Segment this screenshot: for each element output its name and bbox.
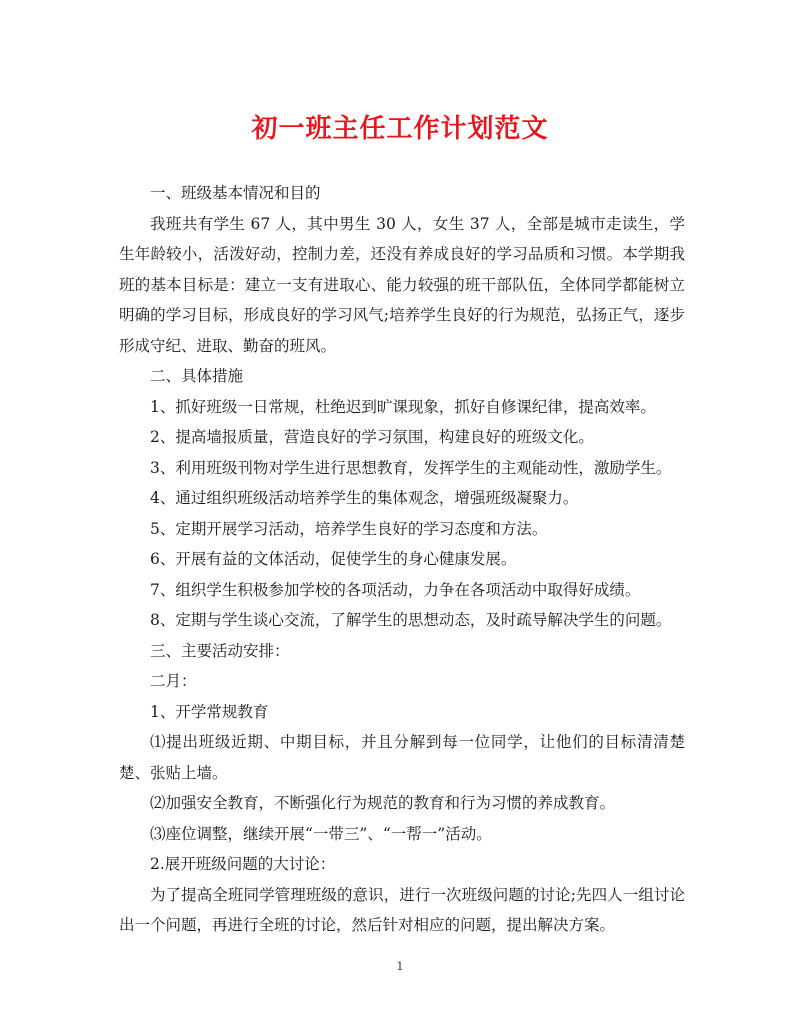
section-heading: 二、具体措施 (150, 367, 244, 385)
paragraph: 我班共有学生 67 人，其中男生 30 人，女生 37 人，全部是城市走读生，学生年龄较小，活泼好动，控制力差，还没有养成良好的学习品质和习惯。本学期我班的基本目标是：建立一支有进取心、能力较强的班干部队伍，全体同学都能树立明确的学习目标，形成良好的学习风气;培养学生良好的行为规范，弘扬正气，逐步形成守纪、进取、勤奋的班风。 (119, 214, 685, 355)
month-heading: 二月： (150, 672, 197, 690)
list-item: 2、提高墙报质量，营造良好的学习氛围，构建良好的班级文化。 (150, 428, 594, 446)
list-item: 8、定期与学生谈心交流，了解学生的思想动态，及时疏导解决学生的问题。 (150, 611, 672, 629)
page-number: 1 (396, 960, 404, 973)
sub-list-item: ⑵加强安全教育，不断强化行为规范的教育和行为习惯的养成教育。 (150, 794, 616, 812)
list-item: 1、抓好班级一日常规，杜绝迟到旷课现象，抓好自修课纪律，提高效率。 (150, 397, 656, 416)
sub-list-item: ⑴提出班级近期、中期目标，并且分解到每一位同学，让他们的目标清清楚楚、张贴上墙。 (119, 733, 685, 782)
document-title: 初一班主任工作计划范文 (251, 114, 549, 144)
section-heading: 一、班级基本情况和目的 (150, 184, 321, 202)
list-item: 3、利用班级刊物对学生进行思想教育，发挥学生的主观能动性，激励学生。 (150, 458, 672, 477)
list-item: 6、开展有益的文体活动，促使学生的身心健康发展。 (150, 550, 517, 568)
list-item: 2.展开班级问题的大讨论： (150, 855, 336, 873)
list-item: 5、定期开展学习活动，培养学生良好的学习态度和方法。 (150, 519, 548, 538)
list-item: 7、组织学生积极参加学校的各项活动，力争在各项活动中取得好成绩。 (150, 580, 641, 599)
section-heading: 三、主要活动安排： (150, 641, 290, 660)
document-body (119, 178, 685, 941)
list-item: 4、通过组织班级活动培养学生的集体观念，增强班级凝聚力。 (150, 489, 579, 507)
list-item: 1、开学常规教育 (150, 702, 269, 721)
paragraph: 为了提高全班同学管理班级的意识，进行一次班级问题的讨论;先四人一组讨论出一个问题，再进行全班的讨论，然后针对相应的问题，提出解决方案。 (119, 885, 685, 934)
sub-list-item: ⑶座位调整，继续开展“一带三”、“一帮一”活动。 (150, 824, 492, 843)
